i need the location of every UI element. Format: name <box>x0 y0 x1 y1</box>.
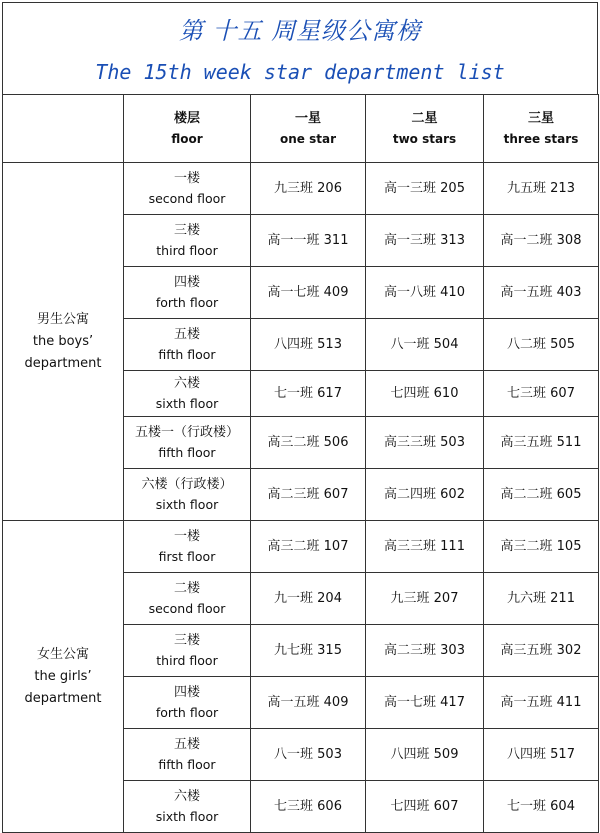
floor-cell: 六楼 sixth floor <box>124 781 251 833</box>
two-stars-cell: 高二四班 602 <box>366 469 484 521</box>
three-stars-cell: 九六班 211 <box>484 573 599 625</box>
two-stars-cell: 高二三班 303 <box>366 625 484 677</box>
one-star-cell: 高一七班 409 <box>251 267 366 319</box>
one-star-cell: 高一一班 311 <box>251 215 366 267</box>
two-stars-cell: 九三班 207 <box>366 573 484 625</box>
two-stars-cell: 高三三班 503 <box>366 417 484 469</box>
table-row <box>3 521 599 573</box>
boys-department-label: 男生公寓 the boys’ department <box>3 163 124 521</box>
floor-cell: 六楼 sixth floor <box>124 371 251 417</box>
three-stars-cell: 七三班 607 <box>484 371 599 417</box>
three-stars-cell: 高一五班 411 <box>484 677 599 729</box>
one-star-cell: 九七班 315 <box>251 625 366 677</box>
title-english: The 15th week star department list <box>95 60 505 84</box>
floor-cell: 三楼 third floor <box>124 215 251 267</box>
two-stars-cell: 高一三班 205 <box>366 163 484 215</box>
floor-cell: 五楼 fifth floor <box>124 729 251 781</box>
one-star-cell: 八一班 503 <box>251 729 366 781</box>
one-star-cell: 九一班 204 <box>251 573 366 625</box>
header-two-stars: 二星 two stars <box>366 95 484 163</box>
floor-cell: 四楼 forth floor <box>124 267 251 319</box>
floor-cell: 四楼 forth floor <box>124 677 251 729</box>
two-stars-cell: 高三三班 111 <box>366 521 484 573</box>
floor-cell: 二楼 second floor <box>124 573 251 625</box>
floor-cell: 五楼 fifth floor <box>124 319 251 371</box>
two-stars-cell: 七四班 610 <box>366 371 484 417</box>
two-stars-cell: 高一三班 313 <box>366 215 484 267</box>
title-box <box>2 2 598 95</box>
floor-cell: 一楼 second floor <box>124 163 251 215</box>
one-star-cell: 九三班 206 <box>251 163 366 215</box>
header-floor: 楼层 floor <box>124 95 251 163</box>
floor-cell: 五楼一（行政楼） fifth floor <box>124 417 251 469</box>
three-stars-cell: 高一五班 403 <box>484 267 599 319</box>
three-stars-cell: 八四班 517 <box>484 729 599 781</box>
three-stars-cell: 高三五班 302 <box>484 625 599 677</box>
one-star-cell: 高三二班 506 <box>251 417 366 469</box>
two-stars-cell: 八四班 509 <box>366 729 484 781</box>
floor-cell: 三楼 third floor <box>124 625 251 677</box>
three-stars-cell: 九五班 213 <box>484 163 599 215</box>
two-stars-cell: 高一七班 417 <box>366 677 484 729</box>
three-stars-cell: 七一班 604 <box>484 781 599 833</box>
one-star-cell: 高二三班 607 <box>251 469 366 521</box>
star-ranking-table <box>2 94 599 833</box>
two-stars-cell: 八一班 504 <box>366 319 484 371</box>
two-stars-cell: 高一八班 410 <box>366 267 484 319</box>
floor-cell: 一楼 first floor <box>124 521 251 573</box>
three-stars-cell: 高二二班 605 <box>484 469 599 521</box>
header-one-star: 一星 one star <box>251 95 366 163</box>
one-star-cell: 高三二班 107 <box>251 521 366 573</box>
three-stars-cell: 高三二班 105 <box>484 521 599 573</box>
header-row <box>3 95 599 163</box>
header-three-stars: 三星 three stars <box>484 95 599 163</box>
one-star-cell: 八四班 513 <box>251 319 366 371</box>
girls-department-label: 女生公寓 the girls’ department <box>3 521 124 833</box>
one-star-cell: 七三班 606 <box>251 781 366 833</box>
title-chinese: 第 十五 周星级公寓榜 <box>178 17 422 45</box>
one-star-cell: 七一班 617 <box>251 371 366 417</box>
two-stars-cell: 七四班 607 <box>366 781 484 833</box>
floor-cell: 六楼（行政楼） sixth floor <box>124 469 251 521</box>
three-stars-cell: 高三五班 511 <box>484 417 599 469</box>
header-corner <box>3 95 124 163</box>
one-star-cell: 高一五班 409 <box>251 677 366 729</box>
three-stars-cell: 高一二班 308 <box>484 215 599 267</box>
table-row <box>3 163 599 215</box>
three-stars-cell: 八二班 505 <box>484 319 599 371</box>
